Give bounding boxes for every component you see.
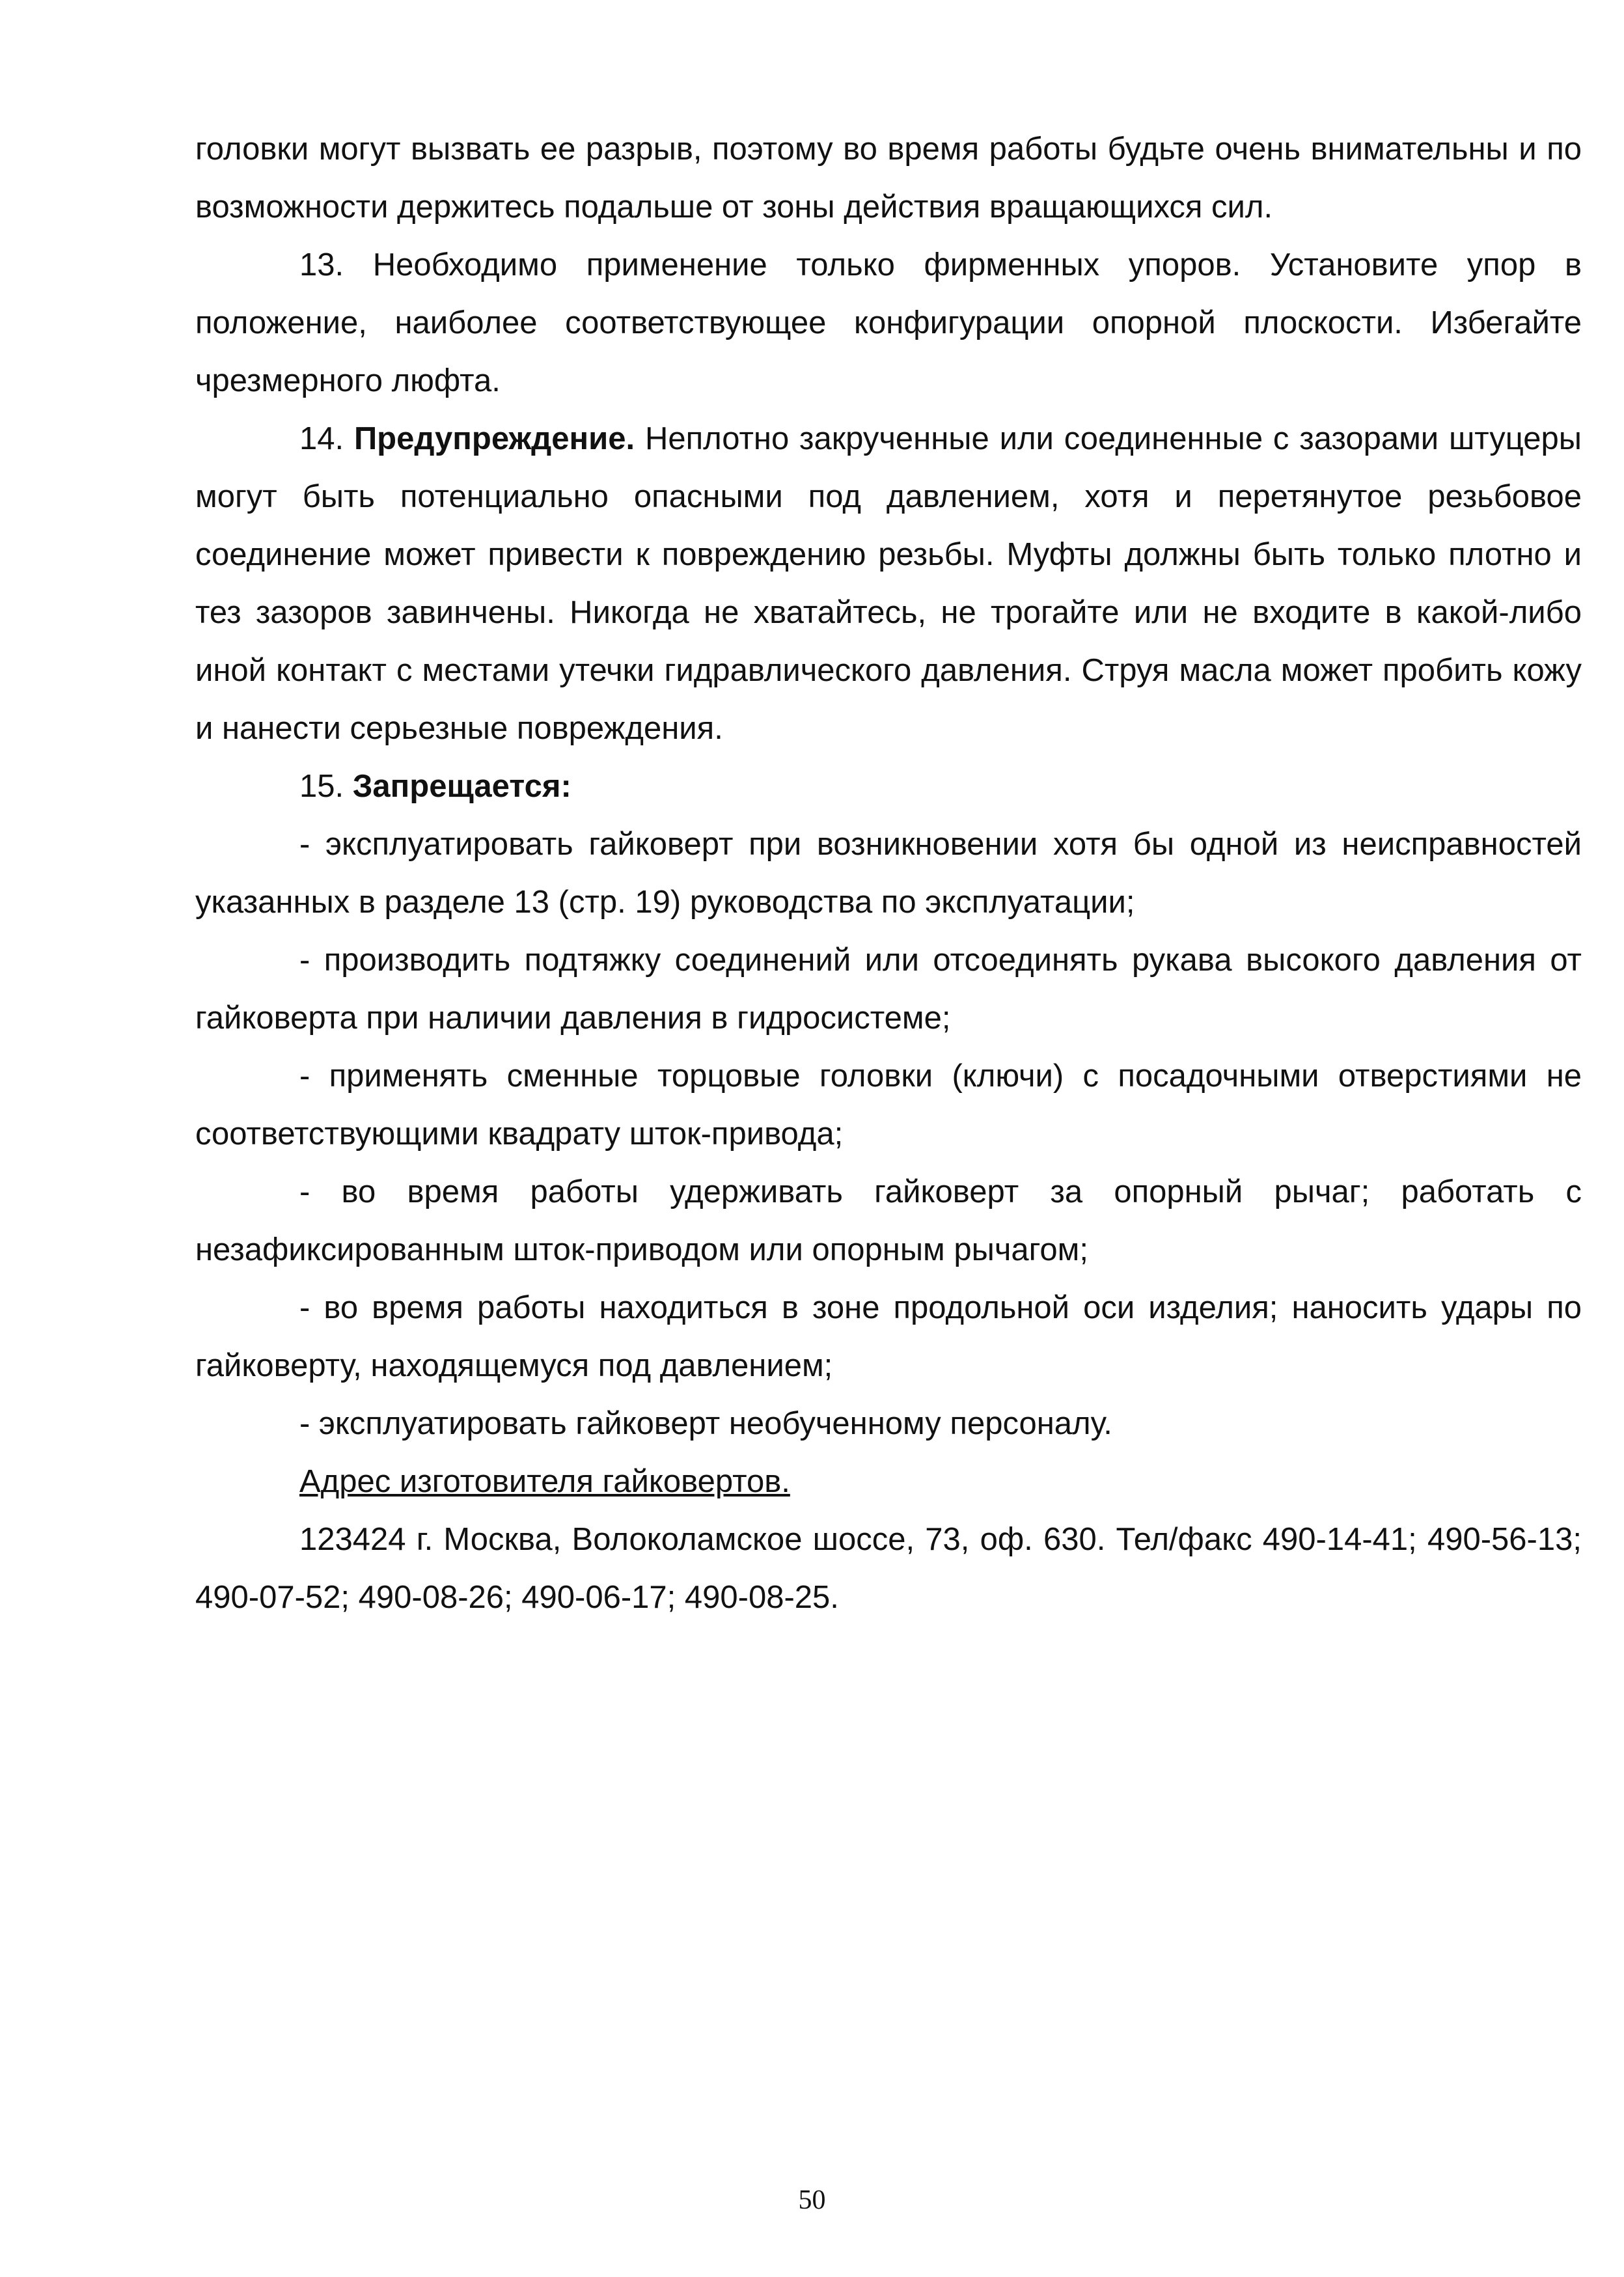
address-text: 123424 г. Москва, Волоколамское шоссе, 73, оф. 630. Тел/факс 490-14-41; 490-56-13; 490-07-52; 490-08-26; 490-06-17; 490-08-25. (195, 1522, 1582, 1615)
paragraph-14-warning (195, 410, 1582, 758)
paragraph-13 (195, 236, 1582, 410)
address-paragraph (195, 1511, 1582, 1627)
prohibited-item (195, 1163, 1582, 1279)
paragraph-number: 14. (299, 421, 354, 456)
prohibited-item (195, 816, 1582, 932)
warning-label: Предупреждение. (353, 421, 635, 456)
paragraph-continuation (195, 120, 1582, 236)
document-body (195, 120, 1582, 1627)
paragraph-number: 15. (299, 769, 353, 804)
address-heading: Адрес изготовителя гайковертов. (299, 1464, 790, 1499)
prohibited-item (195, 932, 1582, 1047)
list-item-text: - производить подтяжку соединений или отсоединять рукава высокого давления от гайковерта при наличии давления в гидросистеме; (195, 943, 1582, 1036)
list-item-text: - во время работы находиться в зоне продольной оси изделия; наносить удары по гайковерту, находящемуся под давлением; (195, 1290, 1582, 1383)
list-item-text: - эксплуатировать гайковерт при возникновении хотя бы одной из неисправностей указанных в разделе 13 (стр. 19) руководства по эксплуатации; (195, 827, 1582, 920)
paragraph-text: 13. Необходимо применение только фирменных упоров. Установите упор в положение, наиболее соответствующее конфигурации опорной плоскости. Избегайте чрезмерного люфта. (195, 247, 1582, 398)
prohibited-item (195, 1279, 1582, 1395)
paragraph-text: Неплотно закрученные или соединенные с зазорами штуцеры могут быть потенциально опасными под давлением, хотя и перетянутое резьбовое соединение может привести к повреждению резьбы. Муфты должны быть только плотно и тез зазоров завинчены. Никогда не хватайтесь, не трогайте или не входите в какой-либо иной контакт с местами утечки гидравлического давления. Струя масла может пробить кожу и нанести серьезные повреждения. (195, 421, 1582, 746)
address-heading-paragraph (195, 1453, 1582, 1511)
paragraph-15-prohibited (195, 758, 1582, 816)
paragraph-text: головки могут вызвать ее разрыв, поэтому во время работы будьте очень внимательны и по возможности держитесь подальше от зоны действия вращающихся сил. (195, 131, 1582, 225)
list-item-text: - применять сменные торцовые головки (ключи) с посадочными отверстиями не соответствующими квадрату шток-привода; (195, 1058, 1582, 1152)
list-item-text: - во время работы удерживать гайковерт за опорный рычаг; работать с незафиксированным шток-приводом или опорным рычагом; (195, 1174, 1582, 1267)
list-item-text: - эксплуатировать гайковерт необученному персоналу. (299, 1406, 1112, 1441)
prohibited-item (195, 1395, 1582, 1453)
prohibited-label: Запрещается: (352, 769, 571, 804)
page-number: 50 (798, 2185, 826, 2215)
prohibited-item (195, 1047, 1582, 1163)
